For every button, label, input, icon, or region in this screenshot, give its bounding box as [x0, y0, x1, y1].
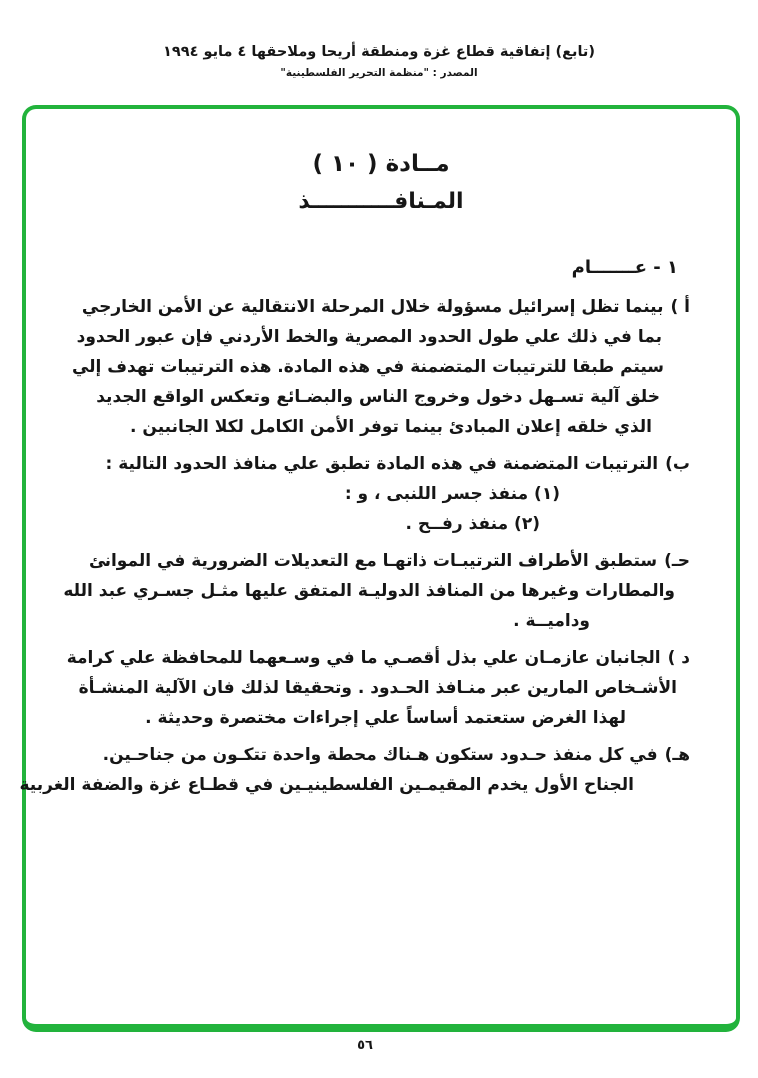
text-line: خلق آلية تسـهل دخول وخروج الناس والبضـائع وتعكس الواقع الجديد — [96, 387, 660, 407]
page-number: ٥٦ — [357, 1038, 373, 1053]
paragraph-label: أ ) — [670, 297, 690, 317]
paragraph-label: د ) — [667, 648, 690, 668]
text-line — [66, 449, 690, 479]
document-source-line: المصدر : "منظمة التحرير الفلسطينية" — [280, 67, 478, 79]
page-header — [0, 44, 758, 79]
paragraph-label: هـ) — [664, 745, 690, 765]
text-line — [66, 292, 690, 322]
text-line-content: في كل منفذ حـدود ستكون هـناك محطة واحدة تتكـون من جناحـين. — [102, 745, 658, 765]
text-line-content: ستطبق الأطراف الترتيبـات ذاتهـا مع التعديلات الضرورية في الموانئ — [89, 551, 658, 571]
text-line: وداميــة . — [513, 611, 590, 631]
paragraph-b — [66, 449, 690, 539]
text-line: الجناح الأول يخدم المقيمـين الفلسطينيـين في قطـاع غزة والضفة الغربية — [19, 775, 634, 795]
text-line-content: بينما تظل إسرائيل مسؤولة خلال المرحلة الانتقالية عن الأمن الخارجي — [81, 297, 664, 317]
text-line — [66, 643, 690, 673]
text-line: الذي خلقه إعلان المبادئ بينما توفر الأمن الكامل لكلا الجانبين . — [130, 417, 652, 437]
green-border-frame — [19, 105, 740, 1032]
list-item: (١) منفذ جسر اللنبى ، و : — [344, 484, 560, 504]
text-line-content: الجانبان عازمـان علي بذل أقصـي ما في وسـعهما للمحافظة علي كرامة — [66, 648, 661, 668]
list-item: (٢) منفذ رفــح . — [405, 514, 540, 534]
text-line — [66, 740, 690, 770]
section-heading-general: ١ - عـــــــام — [571, 257, 678, 278]
paragraph-label: حـ) — [664, 551, 690, 571]
article-title: مــادة ( ١٠ ) — [312, 151, 450, 177]
text-line: سيتم طبقا للترتيبات المتضمنة في هذه المادة. هذه الترتيبات تهدف إلي — [71, 357, 664, 377]
article-subtitle: المـنافـــــــــــذ — [298, 189, 464, 214]
text-line: والمطارات وغيرها من المنافذ الدوليـة المتفق عليها مثـل جسـري عبد الله — [63, 581, 675, 601]
paragraph-a — [66, 292, 690, 442]
paragraph-e — [19, 740, 690, 800]
text-line: بما في ذلك علي طول الحدود المصرية والخط الأردني فإن عبور الحدود — [76, 327, 662, 347]
text-line: الأشـخاص المارين عبر منـافذ الحـدود . وتحقيقا لذلك فان الآلية المنشـأة — [78, 678, 677, 698]
text-line-content: الترتيبات المتضمنة في هذه المادة تطبق علي منافذ الحدود التالية : — [105, 454, 659, 474]
article-body — [19, 292, 736, 800]
paragraph-label: ب) — [665, 454, 690, 474]
paragraph-d — [66, 643, 690, 733]
document-header-title: (تابع) إتفاقية قطاع غزة ومنطقة أريحا وملاحقها ٤ مايو ١٩٩٤ — [163, 44, 595, 60]
paragraph-c — [63, 546, 690, 636]
text-line: لهذا الغرض ستعتمد أساساً علي إجراءات مختصرة وحديثة . — [145, 708, 626, 728]
text-line — [66, 546, 690, 576]
